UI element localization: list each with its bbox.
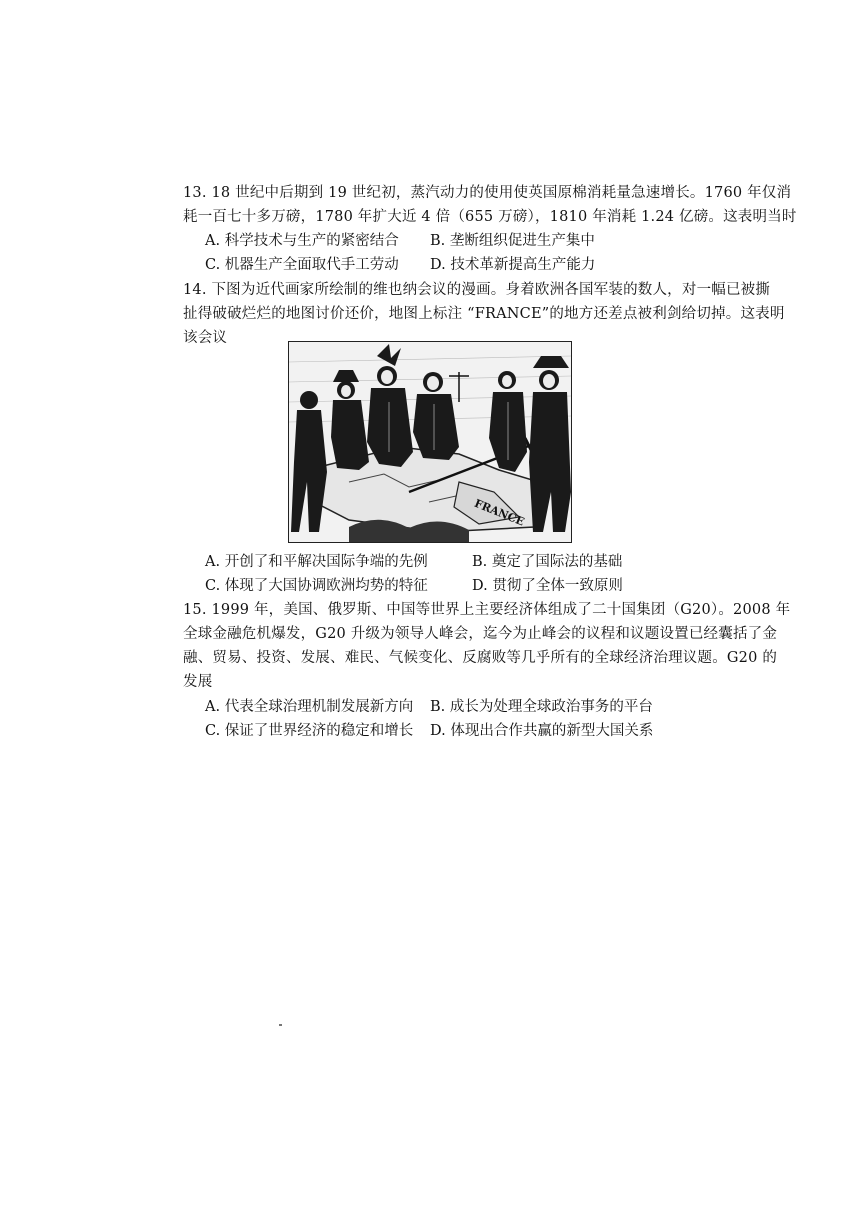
q13-stem-line-1: 13. 18 世纪中后期到 19 世纪初，蒸汽动力的使用使英国原棉消耗量急速增长。1760 年仅消 <box>183 185 792 201</box>
q14-stem-line-3: 该会议 <box>183 330 228 346</box>
q13-option-d: D. 技术革新提高生产能力 <box>430 257 596 273</box>
map-france-label: FRANCE <box>472 496 527 529</box>
q15-stem-line-2: 全球金融危机爆发，G20 升级为领导人峰会，迄今为止峰会的议程和议题设置已经囊括了金 <box>183 626 778 642</box>
q14-stem-line-1: 14. 下图为近代画家所绘制的维也纳会议的漫画。身着欧洲各国军装的数人，对一幅已被撕 <box>183 282 771 298</box>
q14-option-a: A. 开创了和平解决国际争端的先例 <box>205 554 428 570</box>
q14-stem-line-2: 扯得破破烂烂的地图讨价还价，地图上标注 “FRANCE”的地方还差点被利剑给切掉。这表明 <box>183 306 785 322</box>
q15-option-c: C. 保证了世界经济的稳定和增长 <box>205 723 414 739</box>
q14-option-d: D. 贯彻了全体一致原则 <box>472 578 623 594</box>
q15-option-d: D. 体现出合作共赢的新型大国关系 <box>430 723 654 739</box>
scan-speck <box>279 1024 282 1026</box>
vienna-congress-cartoon <box>288 341 572 543</box>
q15-stem-line-3: 融、贸易、投资、发展、难民、气候变化、反腐败等几乎所有的全球经济治理议题。G20 的 <box>183 650 778 666</box>
q15-stem-line-1: 15. 1999 年，美国、俄罗斯、中国等世界上主要经济体组成了二十国集团（G20）。2008 年 <box>183 602 791 618</box>
q13-stem-line-2: 耗一百七十多万磅，1780 年扩大近 4 倍（655 万磅），1810 年消耗 1.24 亿磅。这表明当时 <box>183 209 797 225</box>
q14-option-b: B. 奠定了国际法的基础 <box>472 554 623 570</box>
q15-stem-line-4: 发展 <box>183 674 213 690</box>
cartoon-illustration <box>289 342 571 542</box>
q13-option-c: C. 机器生产全面取代手工劳动 <box>205 257 399 273</box>
q13-option-a: A. 科学技术与生产的紧密结合 <box>205 233 399 249</box>
q13-option-b: B. 垄断组织促进生产集中 <box>430 233 595 249</box>
q14-option-c: C. 体现了大国协调欧洲均势的特征 <box>205 578 428 594</box>
q15-option-a: A. 代表全球治理机制发展新方向 <box>205 699 414 715</box>
q15-option-b: B. 成长为处理全球政治事务的平台 <box>430 699 653 715</box>
